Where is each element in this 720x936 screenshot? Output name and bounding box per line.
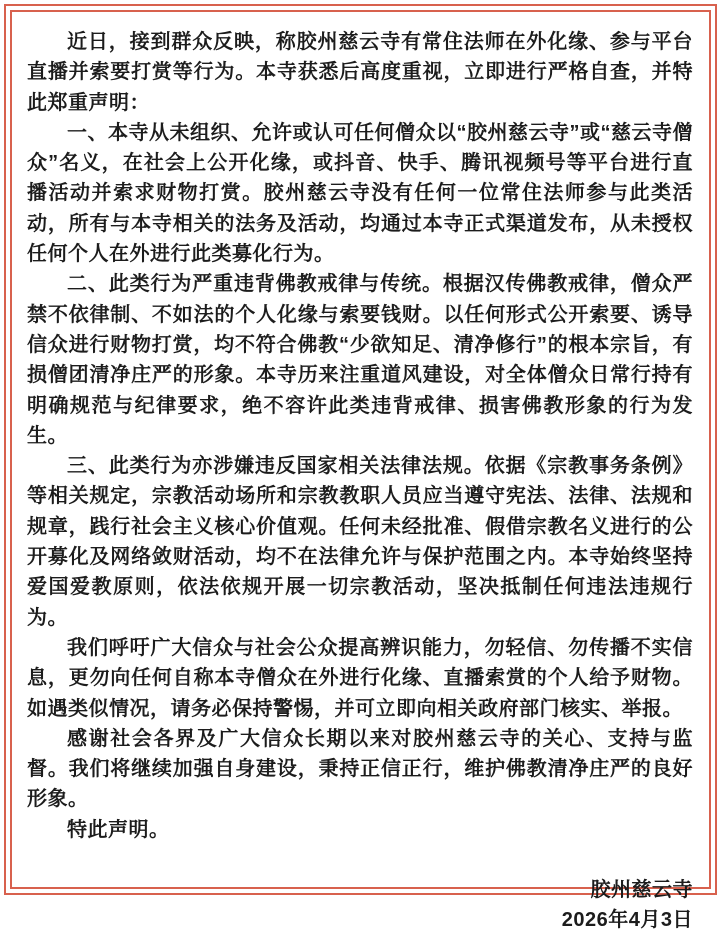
statement-paragraph-intro: 近日，接到群众反映，称胶州慈云寺有常住法师在外化缘、参与平台直播并索要打赏等行为。本寺获悉后高度重视，立即进行严格自查，并特此郑重声明： (27, 31, 693, 114)
statement-paragraph-item-1: 一、本寺从未组织、允许或认可任何僧众以“胶州慈云寺”或“慈云寺僧众”名义，在社会上公开化缘，或抖音、快手、腾讯视频号等平台进行直播活动并索求财物打赏。胶州慈云寺没有任何一位常住法师参与此类活动，所有与本寺相关的法务及活动，均通过本寺正式渠道发布，从未授权任何个人在外进行此类募化行为。 (27, 121, 693, 266)
signature-block (27, 875, 693, 936)
statement-content (27, 27, 693, 932)
statement-body (27, 27, 693, 845)
statement-paragraph-closing: 特此声明。 (67, 818, 170, 841)
statement-paragraph-appeal: 我们呼吁广大信众与社会公众提高辨识能力，勿轻信、勿传播不实信息，更勿向任何自称本寺僧众在外进行化缘、直播索赏的个人给予财物。如遇类似情况，请务必保持警惕，并可立即向相关政府部门核实、举报。 (27, 636, 693, 720)
statement-paragraph-thanks: 感谢社会各界及广大信众长期以来对胶州慈云寺的关心、支持与监督。我们将继续加强自身建设，秉持正信正行，维护佛教清净庄严的良好形象。 (27, 727, 693, 811)
statement-paragraph-item-2: 二、此类行为严重违背佛教戒律与传统。根据汉传佛教戒律，僧众严禁不依律制、不如法的个人化缘与索要钱财。以任何形式公开索要、诱导信众进行财物打赏，均不符合佛教“少欲知足、清净修行”的根本宗旨，有损僧团清净庄严的形象。本寺历来注重道风建设，对全体僧众日常行持有明确规范与纪律要求，绝不容许此类违背戒律、损害佛教形象的行为发生。 (27, 273, 693, 447)
statement-paragraph-item-3: 三、此类行为亦涉嫌违反国家相关法律法规。依据《宗教事务条例》等相关规定，宗教活动场所和宗教教职人员应当遵守宪法、法律、法规和规章，践行社会主义核心价值观。任何未经批准、假借宗教名义进行的公开募化及网络敛财活动，均不在法律允许与保护范围之内。本寺始终坚持爱国爱教原则，依法依规开展一切宗教活动，坚决抵制任何违法违规行为。 (27, 455, 693, 629)
date: 2026年4月3日 (561, 909, 693, 932)
signature: 胶州慈云寺 (590, 879, 693, 902)
